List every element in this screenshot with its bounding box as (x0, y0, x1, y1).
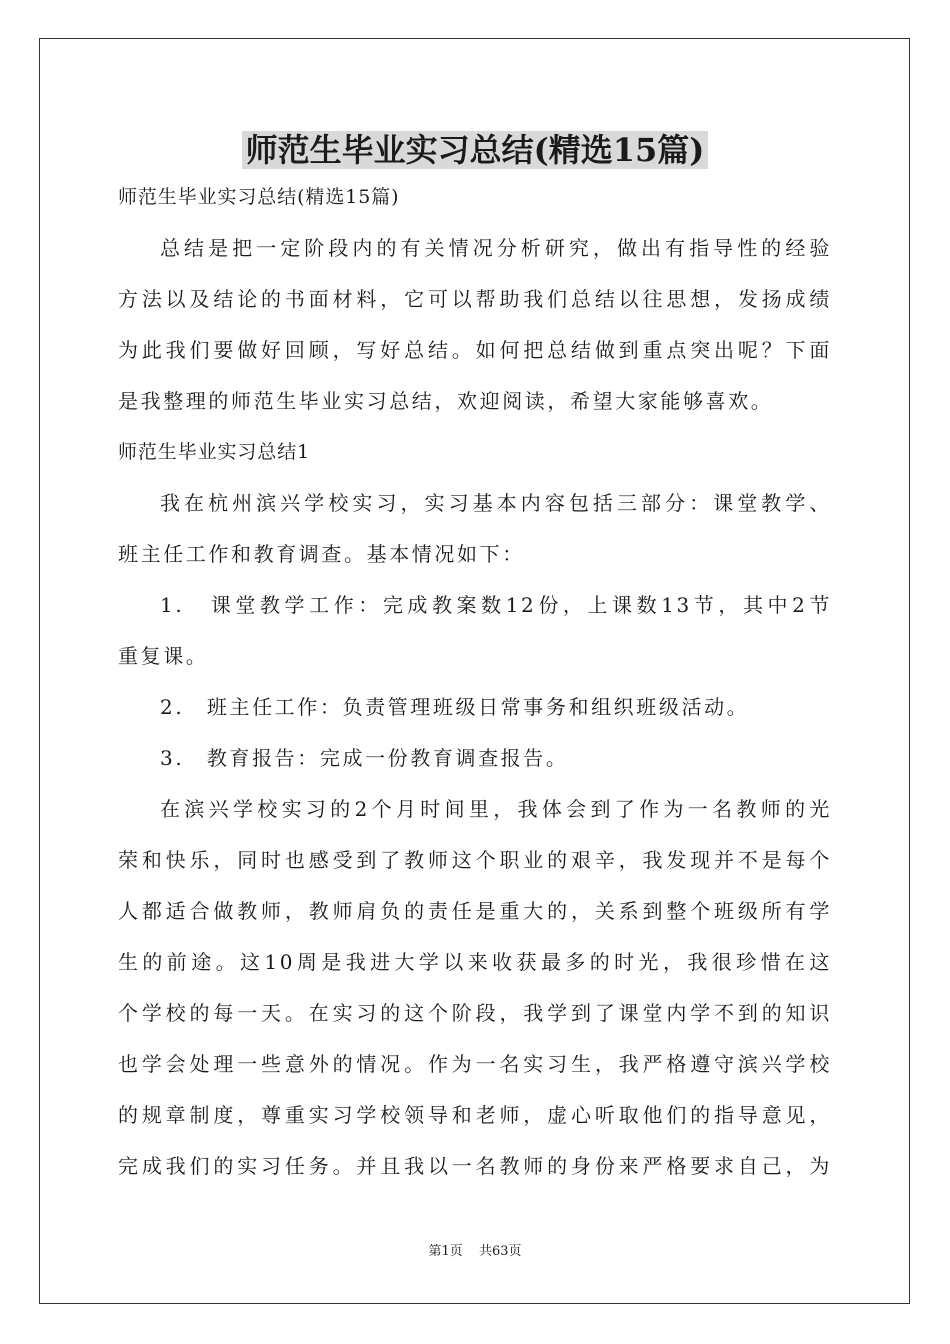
document-title (0, 120, 950, 180)
text-line: 生的前途。这10周是我进大学以来收获最多的时光，我很珍惜在这 (118, 950, 832, 974)
text-line: 我在杭州滨兴学校实习，实习基本内容包括三部分：课堂教学、 (160, 491, 832, 515)
text-line: 是我整理的师范生毕业实习总结，欢迎阅读，希望大家能够喜欢。 (118, 389, 774, 413)
text-line: 荣和快乐，同时也感受到了教师这个职业的艰辛，我发现并不是每个 (118, 848, 832, 872)
page-number: 第1页 (428, 1244, 463, 1259)
text-line: 3. 教育报告：完成一份教育调查报告。 (160, 746, 569, 770)
text-line: 重复课。 (118, 644, 209, 668)
text-line: 2. 班主任工作：负责管理班级日常事务和组织班级活动。 (160, 695, 750, 719)
text-line: 班主任工作和教育调查。基本情况如下： (118, 542, 525, 566)
heading-line: 师范生毕业实习总结1 (118, 441, 311, 463)
text-line: 总结是把一定阶段内的有关情况分析研究，做出有指导性的经验 (160, 236, 832, 260)
document-body (118, 172, 832, 1192)
text-line: 个学校的每一天。在实习的这个阶段，我学到了课堂内学不到的知识 (118, 1001, 832, 1025)
text-line: 完成我们的实习任务。并且我以一名教师的身份来严格要求自己，为 (118, 1154, 832, 1178)
page-footer (0, 1240, 950, 1259)
text-line: 也学会处理一些意外的情况。作为一名实习生，我严格遵守滨兴学校 (118, 1052, 832, 1076)
text-line: 为此我们要做好回顾，写好总结。如何把总结做到重点突出呢？下面 (118, 338, 832, 362)
heading-line: 师范生毕业实习总结(精选15篇) (118, 186, 400, 208)
document-title-text: 师范生毕业实习总结(精选15篇) (242, 131, 709, 169)
text-line: 1. 课堂教学工作：完成教案数12份，上课数13节，其中2节 (160, 593, 832, 617)
text-line: 方法以及结论的书面材料，它可以帮助我们总结以往思想，发扬成绩 (118, 287, 832, 311)
text-line: 人都适合做教师，教师肩负的责任是重大的，关系到整个班级所有学 (118, 899, 832, 923)
page-total: 共63页 (478, 1244, 522, 1259)
text-line: 在滨兴学校实习的2个月时间里，我体会到了作为一名教师的光 (160, 797, 832, 821)
text-line: 的规章制度，尊重实习学校领导和老师，虚心听取他们的指导意见， (118, 1103, 832, 1127)
